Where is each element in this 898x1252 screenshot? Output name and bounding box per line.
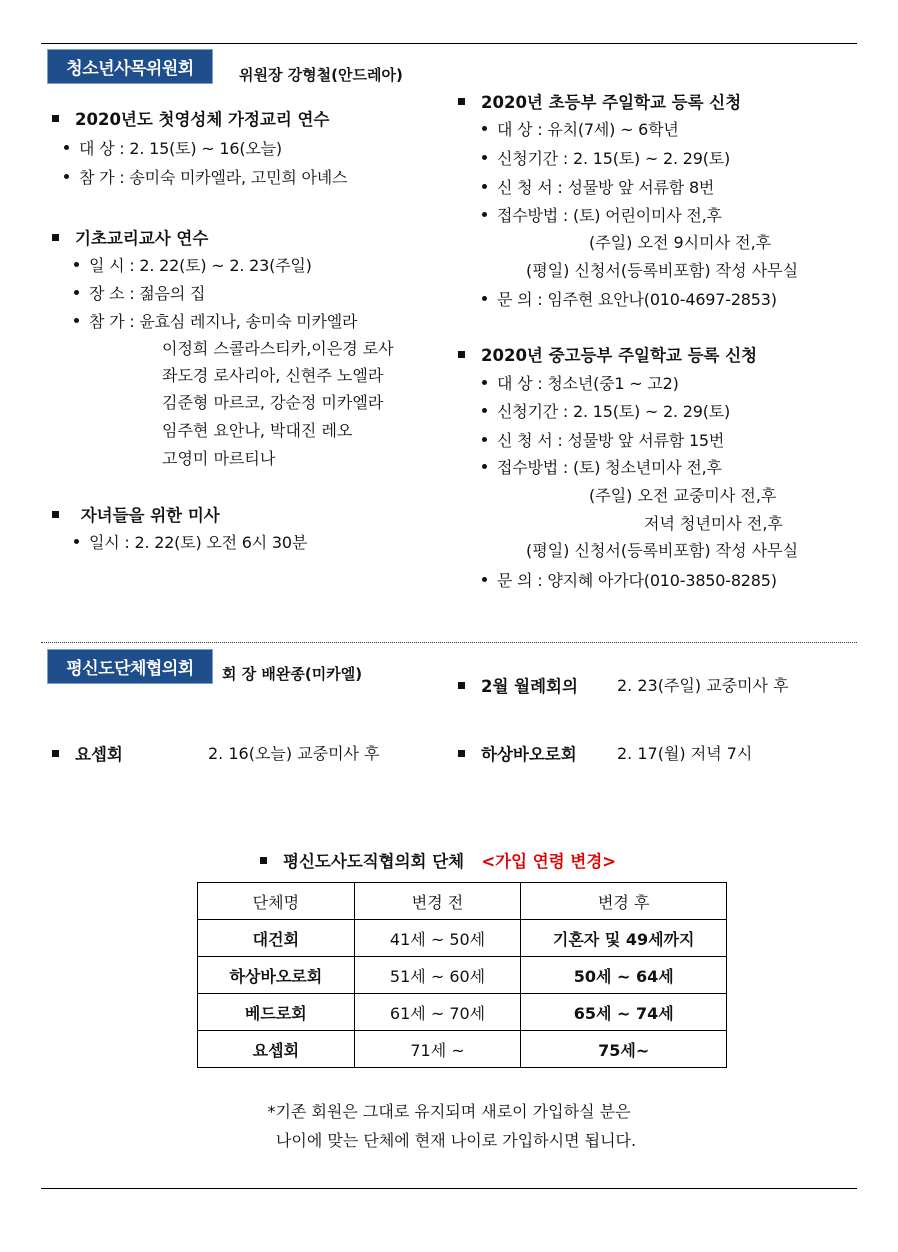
table-row (198, 1031, 727, 1068)
participants-cont-5: 고영미 마르티나 (162, 449, 276, 468)
bullet-icon (74, 290, 79, 295)
bullet-icon (64, 145, 69, 150)
first-communion-target: 대 상 : 2. 15(토) ~ 16(오늘) (64, 136, 282, 159)
elementary-target: 대 상 : 유치(7세) ~ 6학년 (482, 117, 679, 140)
age-after-cell: 75세~ (521, 1031, 727, 1068)
square-bullet-icon (52, 750, 59, 757)
age-change-table (197, 882, 727, 1068)
membership-note-line-2: 나이에 맞는 단체에 현재 나이로 가입하시면 됩니다. (275, 1131, 637, 1150)
lay-council-badge: 평신도단체협의회 (47, 649, 213, 684)
square-bullet-icon (458, 351, 465, 358)
table-row (198, 994, 727, 1031)
bullet-icon (482, 464, 487, 469)
bullet-icon (482, 408, 487, 413)
children-mass-time: 일시 : 2. 22(토) 오전 6시 30분 (74, 530, 307, 553)
square-bullet-icon (458, 750, 465, 757)
bullet-icon (482, 577, 487, 582)
square-bullet-icon (52, 234, 59, 241)
header-cell: 변경 전 (354, 883, 521, 920)
secondary-target: 대 상 : 청소년(중1 ~ 고2) (482, 371, 679, 394)
square-bullet-icon (458, 98, 465, 105)
monthly-meeting-item: 2월 월례회의 (458, 673, 578, 697)
bullet-icon (482, 380, 487, 385)
teacher-training-date: 일 시 : 2. 22(토) ~ 2. 23(주일) (74, 253, 312, 276)
bullet-icon (482, 184, 487, 189)
secondary-form: 신 청 서 : 성물방 앞 서류함 15번 (482, 428, 724, 451)
age-after-cell: 65세 ~ 74세 (521, 994, 727, 1031)
section-divider (41, 642, 857, 643)
bullet-icon (482, 437, 487, 442)
secondary-registration-heading: 2020년 중고등부 주일학교 등록 신청 (458, 342, 757, 366)
elementary-method-cont-2: (평일) 신청서(등록비포함) 작성 사무실 (526, 261, 799, 280)
first-communion-participants: 참 가 : 송미숙 미카엘라, 고민희 아녜스 (64, 165, 347, 188)
monthly-meeting-detail: 2. 23(주일) 교중미사 후 (617, 676, 789, 695)
participants-cont-1: 이정희 스콜라스티카,이은경 로사 (162, 339, 394, 358)
elementary-method: 접수방법 : (토) 어린이미사 전,후 (482, 203, 722, 226)
group-name-cell: 대건회 (198, 920, 355, 957)
group-name-cell: 요셉회 (198, 1031, 355, 1068)
teacher-training-place: 장 소 : 젊음의 집 (74, 281, 205, 304)
age-before-cell: 41세 ~ 50세 (354, 920, 521, 957)
membership-note-line-1: *기존 회원은 그대로 유지되며 새로이 가입하실 분은 (267, 1102, 631, 1121)
group-name-cell: 베드로회 (198, 994, 355, 1031)
teacher-training-participants: 참 가 : 윤효심 레지나, 송미숙 미카엘라 (74, 309, 357, 332)
elementary-period: 신청기간 : 2. 15(토) ~ 2. 29(토) (482, 146, 730, 169)
age-before-cell: 61세 ~ 70세 (354, 994, 521, 1031)
secondary-method: 접수방법 : (토) 청소년미사 전,후 (482, 455, 722, 478)
participants-cont-4: 임주현 요안나, 박대진 레오 (162, 421, 353, 440)
secondary-method-cont-2: 저녁 청년미사 전,후 (644, 514, 783, 533)
hasang-paul-item: 하상바오로회 (458, 741, 577, 765)
teacher-training-heading: 기초교리교사 연수 (52, 225, 208, 249)
secondary-method-cont-1: (주일) 오전 교중미사 전,후 (589, 486, 777, 505)
elementary-form: 신 청 서 : 성물방 앞 서류함 8번 (482, 175, 714, 198)
table-header-row (198, 883, 727, 920)
bullet-icon (482, 296, 487, 301)
secondary-method-cont-3: (평일) 신청서(등록비포함) 작성 사무실 (526, 541, 799, 560)
bullet-icon (482, 155, 487, 160)
children-mass-heading: 자녀들을 위한 미사 (52, 502, 220, 526)
bullet-icon (482, 126, 487, 131)
square-bullet-icon (260, 857, 267, 864)
square-bullet-icon (52, 511, 59, 518)
top-rule (41, 43, 857, 44)
square-bullet-icon (458, 682, 465, 689)
elementary-contact: 문 의 : 임주현 요안나(010-4697-2853) (482, 287, 777, 310)
participants-cont-3: 김준형 마르코, 강순정 미카엘라 (162, 393, 384, 412)
group-name-cell: 하상바오로회 (198, 957, 355, 994)
bullet-icon (64, 174, 69, 179)
age-before-cell: 71세 ~ (354, 1031, 521, 1068)
bottom-rule (41, 1188, 857, 1189)
age-after-cell: 기혼자 및 49세까지 (521, 920, 727, 957)
joseph-group-item: 요셉회 (52, 741, 123, 765)
secondary-contact: 문 의 : 양지혜 아가다(010-3850-8285) (482, 568, 777, 591)
lay-council-leader: 회 장 배완종(미카엘) (222, 665, 363, 683)
elementary-method-cont-1: (주일) 오전 9시미사 전,후 (589, 233, 772, 252)
header-cell: 변경 후 (521, 883, 727, 920)
table-row (198, 920, 727, 957)
participants-cont-2: 좌도경 로사리아, 신현주 노엘라 (162, 366, 384, 385)
bullet-icon (74, 262, 79, 267)
square-bullet-icon (52, 115, 59, 122)
bullet-icon (482, 212, 487, 217)
bullet-icon (74, 318, 79, 323)
joseph-group-detail: 2. 16(오늘) 교중미사 후 (208, 744, 380, 763)
header-cell: 단체명 (198, 883, 355, 920)
age-before-cell: 51세 ~ 60세 (354, 957, 521, 994)
table-row (198, 957, 727, 994)
elementary-registration-heading: 2020년 초등부 주일학교 등록 신청 (458, 89, 741, 113)
first-communion-heading: 2020년도 첫영성체 가정교리 연수 (52, 106, 329, 130)
bullet-icon (74, 539, 79, 544)
age-change-highlight: <가입 연령 변경> (481, 852, 617, 871)
age-change-title: 평신도사도직협의회 단체 <가입 연령 변경> (260, 848, 616, 872)
youth-committee-badge: 청소년사목위원회 (47, 49, 213, 84)
age-after-cell: 50세 ~ 64세 (521, 957, 727, 994)
secondary-period: 신청기간 : 2. 15(토) ~ 2. 29(토) (482, 399, 730, 422)
hasang-paul-detail: 2. 17(월) 저녁 7시 (617, 744, 753, 763)
youth-committee-leader: 위원장 강형철(안드레아) (239, 66, 403, 84)
